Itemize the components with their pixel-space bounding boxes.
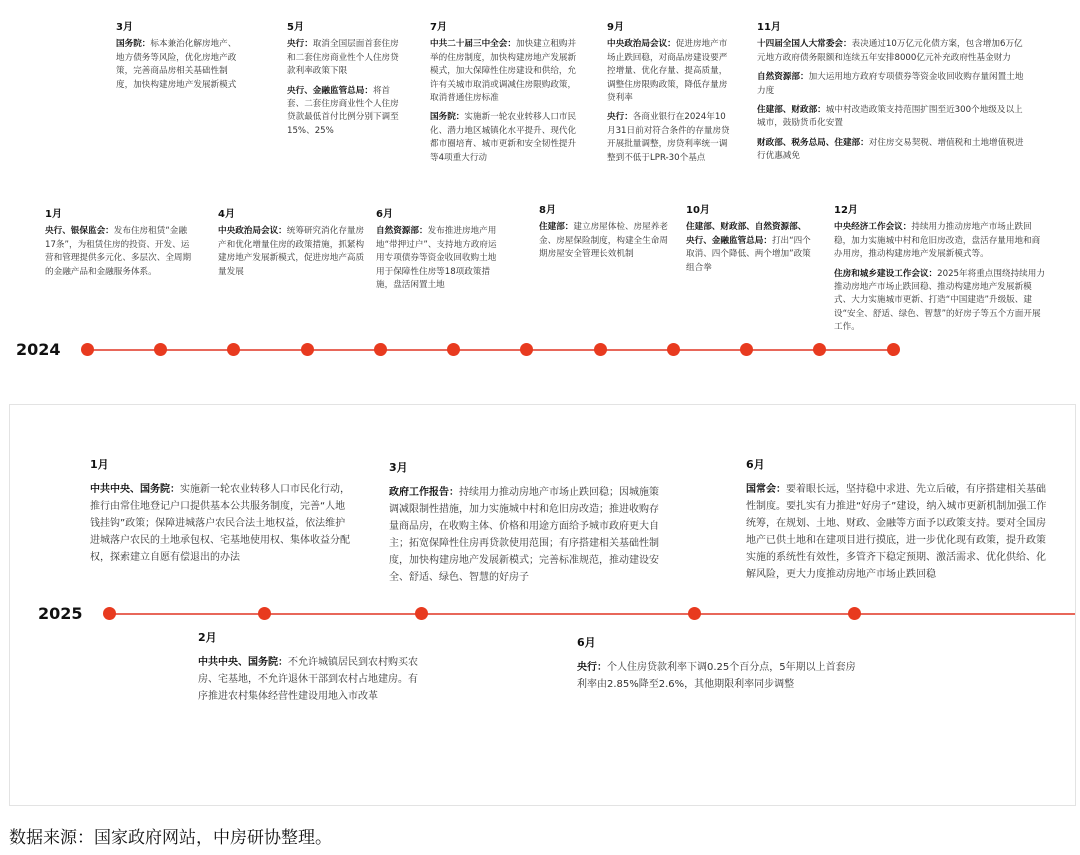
timeline-dot <box>415 607 428 620</box>
event-text: 持续用力推动房地产市场止跌回稳；因城施策调减限制性措施，加力实施城中村和危旧房改造；推进收购存量商品房，在收购主体、价格和用途方面给予城市政府更大自主；拓宽保障性住房再贷款使用范围；有序搭建相关基础性制度，加快构建房地产发展新模式；完善标准规范，推动建设安全、舒适、绿色、智慧的好房子 <box>389 487 659 583</box>
timeline-dot <box>81 343 94 356</box>
event-month: 1月 <box>90 458 109 471</box>
event-org: 中共中央、国务院： <box>198 657 288 668</box>
event-text: 实施新一轮农业转移人口市民化行动，推行由常住地登记户口提供基本公共服务制度，完善“人地钱挂钩”政策；保障进城落户农民合法土地权益，依法维护进城落户农民的土地承包权、宅基地使用权、集体收益分配权，探索建立自愿有偿退出的办法 <box>90 484 350 563</box>
event-month: 6月 <box>577 636 596 649</box>
event-2024-04 <box>218 208 368 285</box>
event-org: 国务院： <box>116 39 151 50</box>
event-org: 央行： <box>607 112 633 123</box>
timeline-dot <box>594 343 607 356</box>
event-text: 2025年将重点围绕持续用力推动房地产市场止跌回稳、推动构建房地产发展新模式、大力实施城市更新、打造“中国建造”升级版、建设“安全、舒适、绿色、智慧”的好房子等五个方面开展工作。 <box>834 268 1045 333</box>
event-org: 自然资源部： <box>376 226 428 237</box>
event-org: 央行、银保监会： <box>45 226 114 237</box>
event-month: 6月 <box>376 209 393 220</box>
timeline-axis-2024 <box>88 349 894 351</box>
event-org: 中共中央、国务院： <box>90 484 180 495</box>
event-org: 国常会： <box>746 484 786 495</box>
event-2024-06 <box>376 208 501 298</box>
event-text: 对住房交易契税、增值税和土地增值税进行优惠减免 <box>757 137 1024 162</box>
event-text: 实施新一轮农业转移人口市民化、潜力地区城镇化水平提升、现代化都市圈培育、城市更新和安全韧性提升等4项重大行动 <box>430 112 577 163</box>
timeline-dot <box>301 343 314 356</box>
event-org: 住建部、财政部、自然资源部、央行、金融监管总局： <box>686 222 807 246</box>
timeline-dot <box>667 343 680 356</box>
event-2025-06-pboc <box>577 634 859 693</box>
event-org: 自然资源部： <box>757 72 809 83</box>
event-month: 3月 <box>389 461 408 474</box>
event-text: 打出“四个取消、四个降低、两个增加”政策组合拳 <box>686 235 811 273</box>
timeline-dot <box>740 343 753 356</box>
event-2024-12 <box>834 204 1046 341</box>
event-text: 统筹研究消化存量房产和优化增量住房的政策措施，抓紧构建房地产发展新模式，促进房地产高质量发展 <box>218 226 365 277</box>
event-text: 要着眼长远，坚持稳中求进、先立后破，有序搭建相关基础性制度。要扎实有力推进“好房子”建设，纳入城市更新机制加强工作统筹，在规划、土地、财政、金融等方面予以政策支持。要对全国房地产已供土地和在建项目进行摸底，进一步优化现有政策，提升政策实施的系统性有效性，多管齐下稳定预期、激活需求、优化供给、化解风险，更大力度推动房地产市场止跌回稳 <box>746 484 1047 580</box>
timeline-dot <box>688 607 701 620</box>
event-month: 5月 <box>287 22 304 33</box>
event-2025-06-council <box>746 456 1052 583</box>
timeline-dot <box>258 607 271 620</box>
event-text: 加快建立租购并举的住房制度，加快构建房地产发展新模式，加大保障性住房建设和供给，允许有关城市取消或调减住房限购政策，取消普通住房标准 <box>430 39 577 104</box>
event-org: 央行： <box>287 39 313 50</box>
event-text: 个人住房贷款利率下调0.25个百分点，5年期以上首套房利率由2.85%降至2.6%，其他期限利率同步调整 <box>577 662 856 690</box>
timeline-dot <box>848 607 861 620</box>
timeline-dot <box>227 343 240 356</box>
event-org: 住建部： <box>539 222 574 233</box>
event-month: 4月 <box>218 209 235 220</box>
event-text: 各商业银行在2024年10月31日前对符合条件的存量房贷开展批量调整，房贷利率统一调整到不低于LPR-30个基点 <box>607 112 730 163</box>
event-month: 8月 <box>539 205 556 216</box>
timeline-dot <box>103 607 116 620</box>
event-text: 将首套、二套住房商业性个人住房贷款最低首付比例分别下调至15%、25% <box>287 85 399 136</box>
timeline-dot <box>154 343 167 356</box>
event-text: 城中村改造政策支持范围扩围至近300个地级及以上城市，鼓励货币化安置 <box>757 105 1023 129</box>
event-org: 十四届全国人大常委会： <box>757 39 852 50</box>
event-text: 促进房地产市场止跌回稳，对商品房建设要严控增量、优化存量、提高质量，调整住房限购政策，降低存量房贷利率 <box>607 39 728 104</box>
timeline-dot <box>887 343 900 356</box>
timeline-dot <box>374 343 387 356</box>
event-text: 加大运用地方政府专项债券等资金收回收购存量闲置土地力度 <box>757 72 1024 96</box>
event-org: 住建部、财政部： <box>757 105 826 116</box>
event-2025-02 <box>198 629 424 705</box>
event-org: 财政部、税务总局、住建部： <box>757 137 869 148</box>
event-month: 6月 <box>746 458 765 471</box>
event-2024-05 <box>287 21 405 144</box>
event-org: 住房和城乡建设工作会议： <box>834 268 938 279</box>
event-2025-03 <box>389 459 661 586</box>
event-org: 央行： <box>577 662 607 673</box>
event-org: 中央经济工作会议： <box>834 222 912 233</box>
event-text: 不允许城镇居民到农村购买农房、宅基地，不允许退休干部到农村占地建房。有序推进农村集体经营性建设用地入市改革 <box>198 657 418 702</box>
event-month: 2月 <box>198 631 217 644</box>
event-month: 7月 <box>430 22 447 33</box>
event-2024-03 <box>116 21 244 98</box>
event-text: 取消全国层面首套住房和二套住房商业性个人住房贷款利率政策下限 <box>287 39 399 77</box>
source-note: 数据来源：国家政府网站，中房研协整理。 <box>9 828 332 848</box>
event-org: 中央政治局会议： <box>218 226 287 237</box>
event-text: 发布住房租赁“金融17条”，为租赁住房的投资、开发、运营和管理提供多元化、多层次、全周期的金融产品和金融服务体系。 <box>45 226 192 277</box>
event-month: 10月 <box>686 205 710 216</box>
event-2025-01 <box>90 456 352 566</box>
year-label-2025: 2025 <box>38 604 83 623</box>
event-text: 持续用力推动房地产市场止跌回稳，加力实施城中村和危旧房改造，盘活存量用地和商办用房，推动构建房地产发展新模式等。 <box>834 222 1041 260</box>
event-month: 11月 <box>757 22 781 33</box>
event-2024-01 <box>45 208 195 285</box>
event-2024-10 <box>686 204 814 281</box>
event-2024-09 <box>607 21 733 171</box>
event-month: 3月 <box>116 22 133 33</box>
event-org: 国务院： <box>430 112 465 123</box>
event-org: 央行、金融监管总局： <box>287 85 373 96</box>
event-org: 政府工作报告： <box>389 487 459 498</box>
event-org: 中共二十届三中全会： <box>430 39 516 50</box>
year-label-2024: 2024 <box>16 340 61 359</box>
event-text: 发布推进房地产用地“带押过户”、支持地方政府运用专项债券等资金收回收购土地用于保障性住房等18项政策措施，盘活闲置土地 <box>376 226 497 291</box>
timeline-dot <box>447 343 460 356</box>
event-text: 标本兼治化解房地产、地方债务等风险，优化房地产政策，完善商品房相关基础性制度，加快构建房地产发展新模式 <box>116 39 237 90</box>
event-2024-11 <box>757 21 1029 170</box>
event-month: 1月 <box>45 209 62 220</box>
timeline-dot <box>813 343 826 356</box>
timeline-dot <box>520 343 533 356</box>
event-2024-07 <box>430 21 578 171</box>
event-month: 9月 <box>607 22 624 33</box>
event-text: 表决通过10万亿元化债方案，包含增加6万亿元地方政府债务限额和连续五年安排8000亿元补充政府性基金财力 <box>757 39 1023 63</box>
event-2024-08 <box>539 204 669 268</box>
timeline-axis-2025 <box>110 613 1075 615</box>
event-month: 12月 <box>834 205 858 216</box>
event-text: 建立房屋体检、房屋养老金、房屋保险制度，构建全生命周期房屋安全管理长效机制 <box>539 222 668 260</box>
event-org: 中央政治局会议： <box>607 39 676 50</box>
